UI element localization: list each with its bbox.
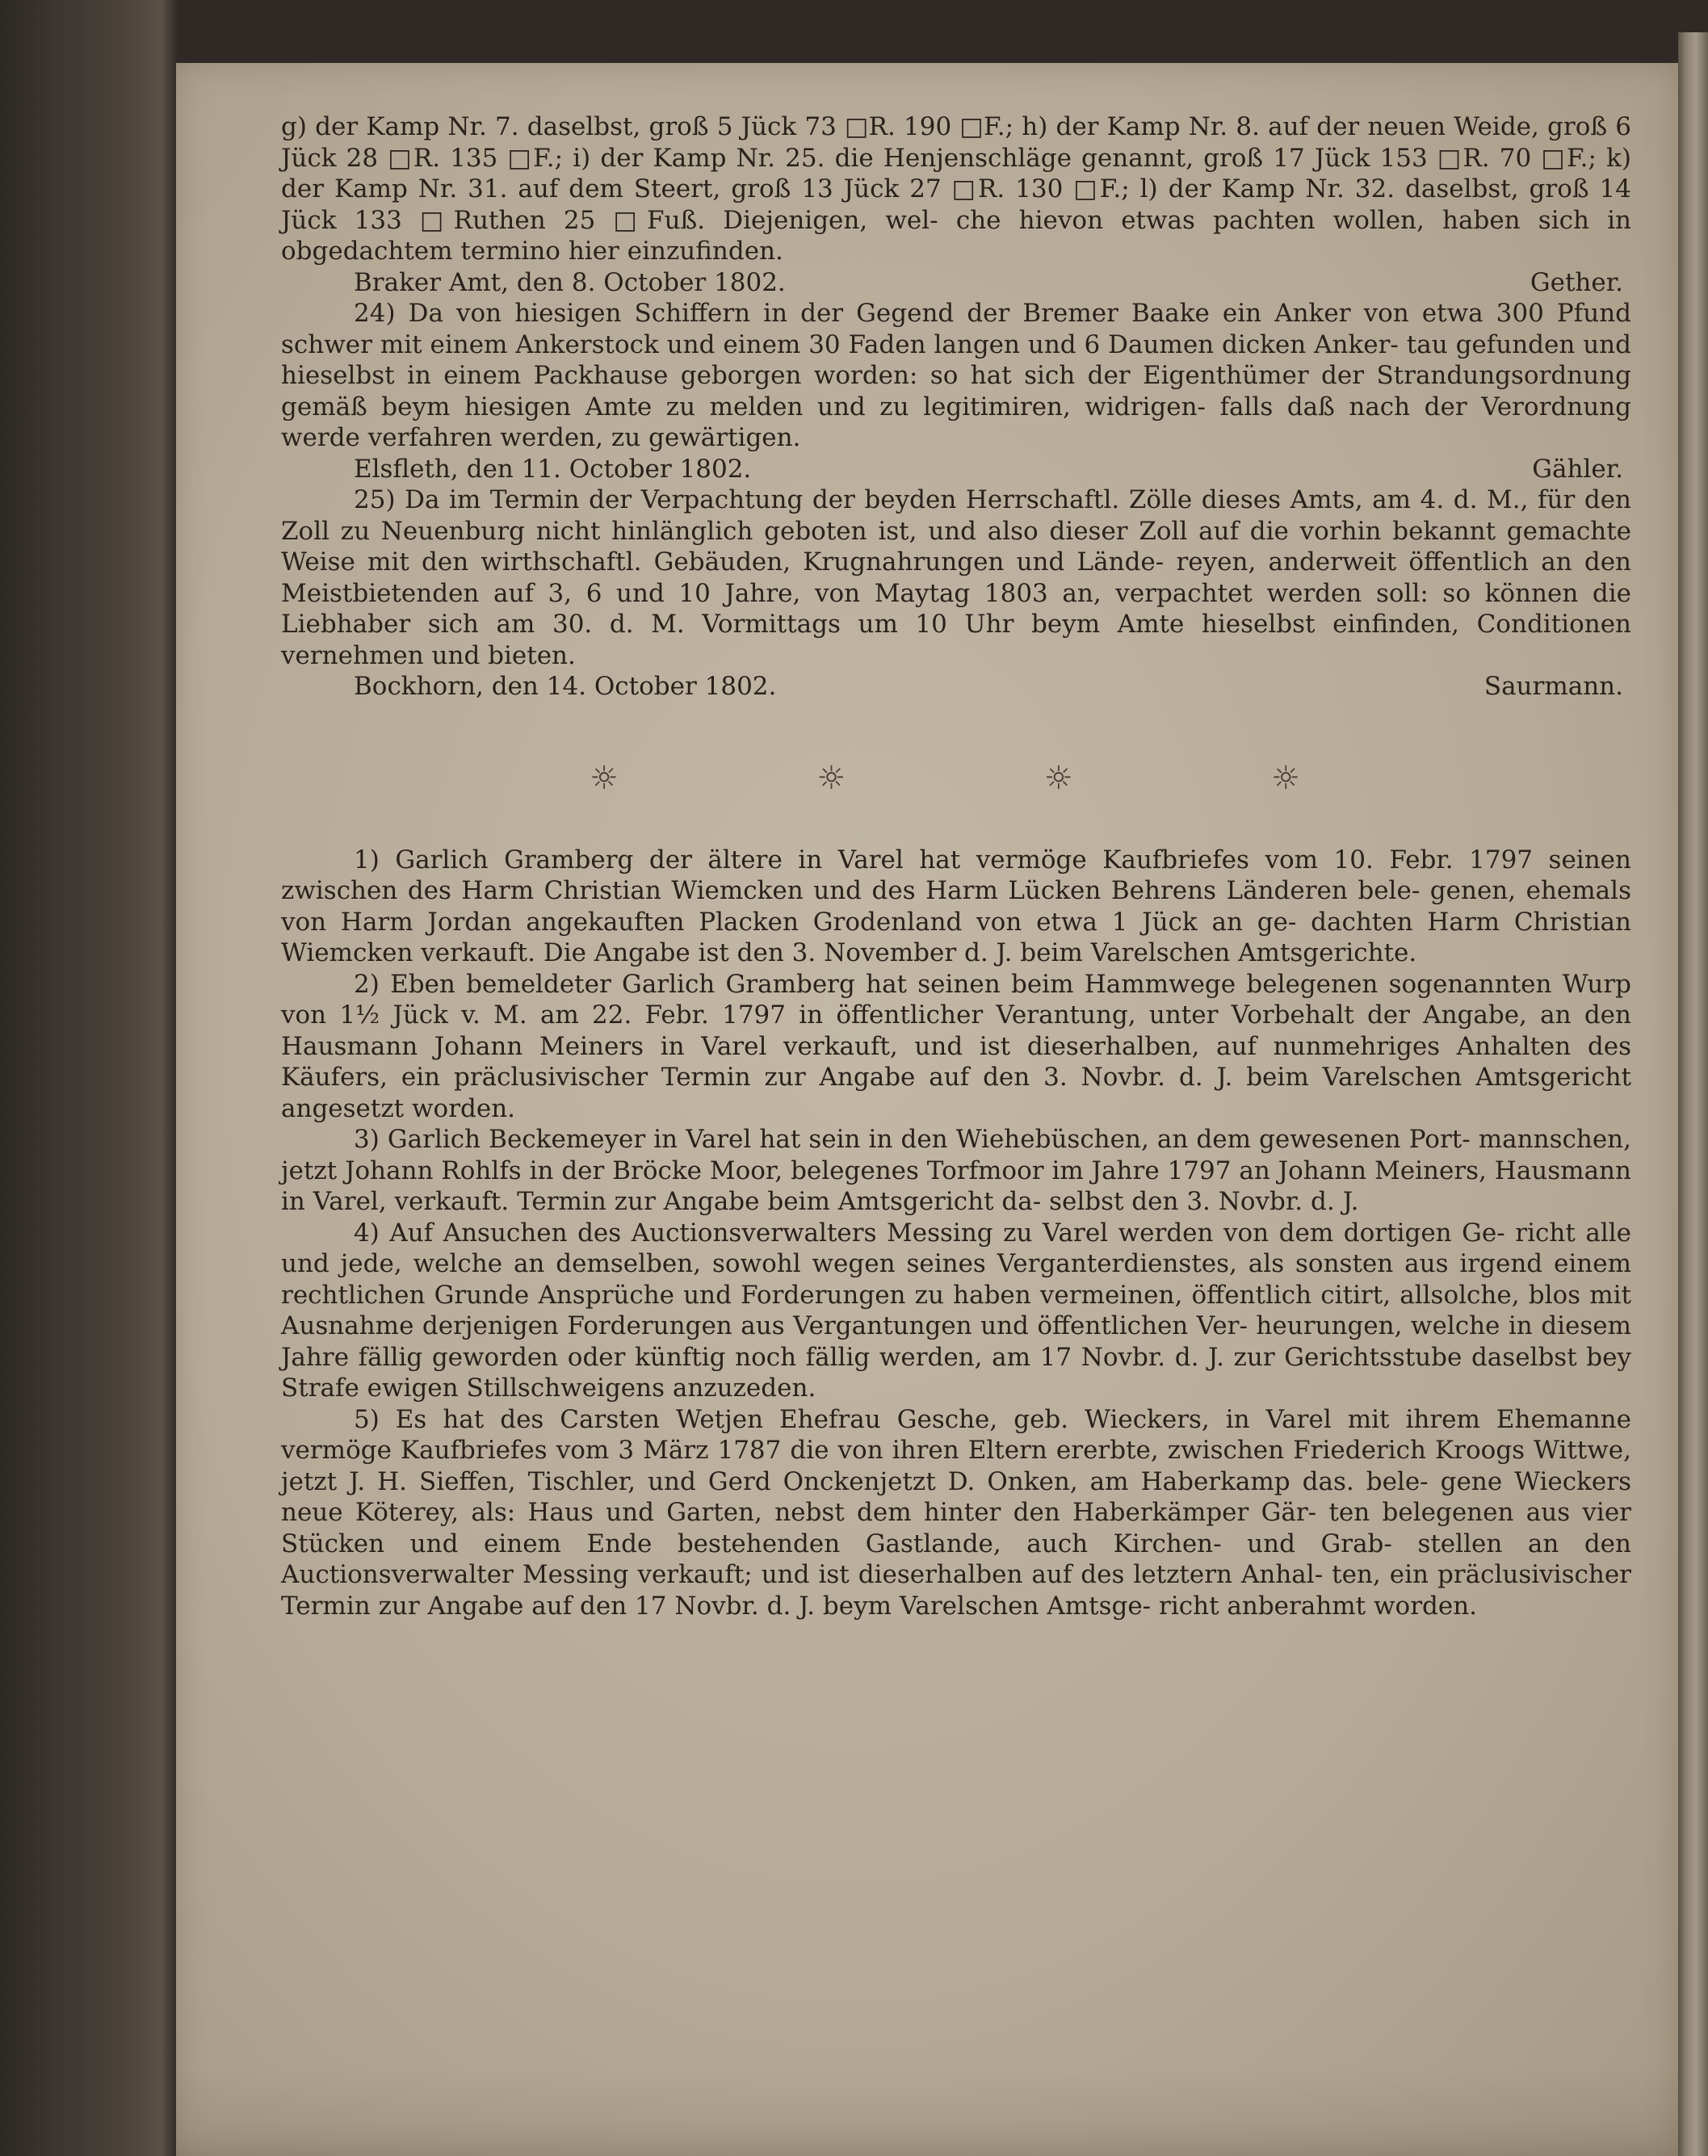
text-line: tau gefunden und hieselbst in einem Packhause geborgen worden: so hat sich der Eigenthümer [281,329,1631,390]
sun-ornament-icon: ☼ [816,759,846,797]
text-line: richt alle und jede, welche an demselben, sowohl wegen seines Verganterdienstes, als sonsten aus [281,1218,1631,1278]
text-line: nunmehriges Anhalten des Käufers, ein präclusivischer Termin zur Angabe auf den 3. Novbr. [281,1031,1632,1092]
next-page-edge [1678,32,1708,2156]
text-line: gene Wieckers neue Köterey, als: Haus und Garten, nebst dem hinter den Haberkämper Gär- [281,1466,1631,1527]
signature-place-date: Elsfleth, den 11. October 1802. [354,454,752,484]
text-line: Pfund schwer mit einem Ankerstock und einem 30 Faden langen und 6 Daumen dicken Anker- [281,299,1631,359]
text-line: vorhin bekannt gemachte Weise mit den wirthschaftl. Gebäuden, Krugnahrungen und Lände- [281,516,1632,577]
text-line: an, verpachtet werden soll: so können die Liebhaber sich am 30. d. M. Vormittags um 10 [281,578,1632,639]
text-line: g) der Kamp Nr. 7. daselbst, groß 5 Jück 73 □R. 190 □F.; h) der Kamp Nr. 8. auf der [281,112,1368,141]
text-line: ten belegenen aus vier Stücken und einem Ende bestehenden Gastlande, auch Kirchen- und Grab- [281,1498,1631,1558]
notice-3 [281,1124,1631,1218]
text-line: richt anberahmt worden. [1159,1591,1478,1621]
text-line: 25) Da im Termin der Verpachtung der beyden Herrschaftl. Zölle dieses Amts, am 4. [354,485,1454,514]
text-line: der Angabe, an den Hausmann Johann Meiners in Varel verkauft, und ist dieserhalben, auf [281,1000,1631,1061]
text-line: neuen Weide, groß 6 Jück 28 □R. 135 □F.; i) der Kamp Nr. 25. die Henjenschläge genannt, [281,112,1632,173]
signature-line [281,267,1631,299]
text-line: allsolche, blos mit Ausnahme derjenigen Forderungen aus Vergantungen und öffentlichen Ver- [281,1280,1631,1340]
notice-1 [281,845,1631,969]
paper-shadow [176,2067,1678,2156]
text-line: genen, ehemals von Harm Jordan angekauften Placken Grodenland von etwa 1 Jück an ge- [281,876,1631,937]
notice-4 [281,1218,1631,1404]
signature-place-date: Bockhorn, den 14. October 1802. [354,672,777,701]
text-line: Uhr beym Amte hieselbst einfinden, Conditionen vernehmen und bieten. [281,610,1632,670]
text-line: dachten Harm Christian Wiemcken verkauft. Die Angabe ist den 3. November d. J. beim [281,907,1631,967]
text-line: reyen, anderweit öffentlich an den Meistbietenden auf 3, 6 und 10 Jahre, von Maytag 1803 [281,547,1632,608]
text-line: selbst den 3. Novbr. d. J. [1049,1187,1359,1216]
signature-name: Gähler. [1532,454,1623,484]
text-line: falls daß nach der Verordnung werde verfahren werden, zu gewärtigen. [281,392,1631,452]
text-line: Novbr. d. J. zur Gerichtsstube daselbst bey Strafe ewigen Stillschweigens anzuzeden. [281,1342,1631,1403]
sun-ornament-icon: ☼ [1043,759,1073,797]
sun-ornament-icon: ☼ [1271,759,1300,797]
text-line: 3) Garlich Beckemeyer in Varel hat sein in den Wiehebüschen, an dem gewesenen Port- [354,1125,1479,1154]
text-line: heurungen, welche in diesem Jahre fällig geworden oder künftig noch fällig werden, am 17 [281,1311,1631,1372]
text-line: d. J. beim Varelschen Amtsgericht angesetzt worden. [281,1063,1631,1123]
section-divider [590,754,1300,803]
spacer [281,803,1631,845]
text-line: d. M., für den Zoll zu Neuenburg nicht hinlänglich geboten ist, und also dieser Zoll auf die [281,485,1632,546]
text-line: der Strandungsordnung gemäß beym hiesigen Amte zu melden und zu legitimiren, widrigen- [281,361,1631,422]
text-line: mannschen, jetzt Johann Rohlfs in der Bröcke Moor, belegenes Torfmoor im Jahre 1797 an [281,1125,1631,1185]
text-line: 4) Auf Ansuchen des Auctionsverwalters Messing zu Varel werden von dem dortigen Ge- [354,1218,1516,1248]
text-line: 2) Eben bemeldeter Garlich Gramberg hat seinen beim Hammwege belegenen sogenannten [354,969,1563,999]
text-line: seinen zwischen des Harm Christian Wiemcken und des Harm Lücken Behrens Länderen bele- [281,845,1631,905]
text-line: 130 □F.; l) der Kamp Nr. 32. daselbst, groß 14 Jück 133 □Ruthen 25 □Fuß. Diejenigen, wel- [281,174,1631,235]
signature-place-date: Braker Amt, den 8. October 1802. [354,267,786,297]
signature-name: Gether. [1530,267,1623,297]
text-line: stellen an den Auctionsverwalter Messing verkauft; und ist dieserhalben auf des letztern Anhal- [281,1529,1631,1589]
text-line: 24) Da von hiesigen Schiffern in der Gegend der Bremer Baake ein Anker von etwa 300 [354,299,1557,328]
signature-name: Saurmann. [1483,672,1623,701]
text-line: groß 17 Jück 153 □R. 70 □F.; k) der Kamp Nr. 31. auf dem Steert, groß 13 Jück 27 □R. [281,143,1631,203]
text-line: Wurp von 1½ Jück v. M. am 22. Febr. 1797 in öffentlicher Verantung, unter Vorbehalt [281,969,1631,1030]
text-line: 1) Garlich Gramberg der ältere in Varel hat vermöge Kaufbriefes vom 10. Febr. 1797 [354,845,1549,875]
text-line: ten, ein präclusivischer Termin zur Angabe auf den 17 Novbr. d. J. beym Varelschen Amtsge- [281,1560,1631,1621]
sun-ornament-icon: ☼ [590,759,619,797]
text-line: irgend einem rechtlichen Grunde Ansprüche und Forderungen zu haben vermeinen, öffentlich citirt, [281,1249,1631,1310]
text-line: Johann Meiners, Hausmann in Varel, verkauft. Termin zur Angabe beim Amtsgericht da- [281,1156,1631,1216]
paragraph-lease-fields [281,111,1631,267]
notice-2 [281,969,1631,1125]
text-line: Varelschen Amtsgerichte. [1090,938,1417,967]
announcement-text [281,111,1631,1621]
text-line: 5) Es hat des Carsten Wetjen Ehefrau Gesche, geb. Wieckers, in Varel mit ihrem Ehemanne [354,1404,1631,1434]
signature-line [281,454,1631,485]
signature-line [281,671,1631,703]
text-line: vermöge Kaufbriefes vom 3 März 1787 die von ihren Eltern ererbte, zwischen Friederich Kroogs [281,1436,1534,1465]
paragraph-25 [281,484,1631,671]
notice-5 [281,1404,1631,1622]
paragraph-24 [281,298,1631,454]
text-line: che hievon etwas pachten wollen, haben sich in obgedachtem termino hier einzufinden. [281,205,1631,266]
text-line: Wittwe, jetzt J. H. Sieffen, Tischler, und Gerd Onckenjetzt D. Onken, am Haberkamp das. bele- [281,1436,1631,1496]
